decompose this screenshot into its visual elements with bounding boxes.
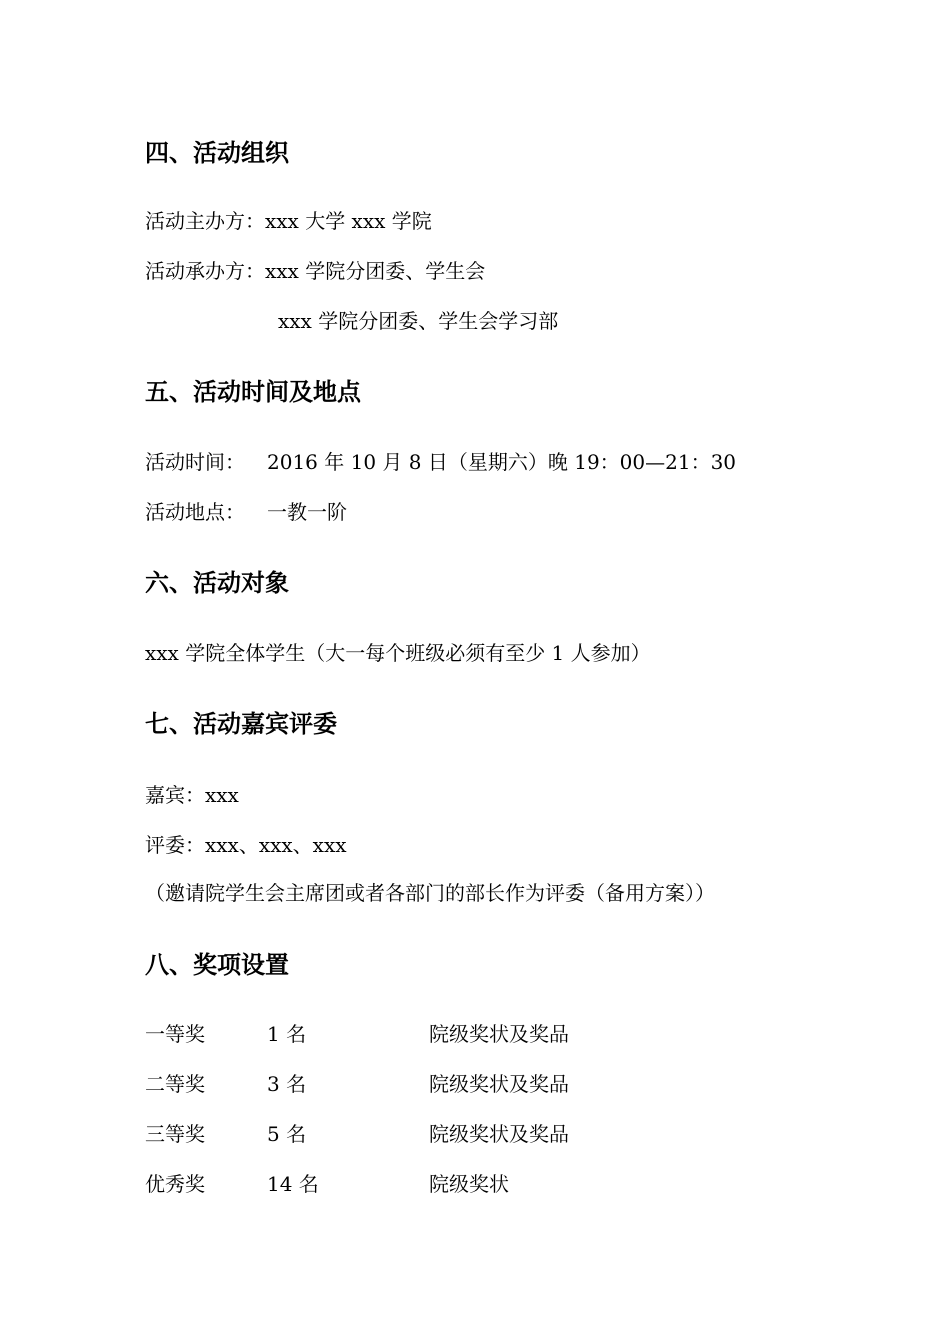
award-prize: 院级奖状及奖品: [429, 1122, 569, 1146]
host-label: 活动主办方：: [145, 209, 265, 233]
award-row: [145, 1171, 665, 1197]
organizer-value-second: xxx 学院分团委、学生会学习部: [278, 309, 559, 333]
time-label: 活动时间：: [145, 450, 245, 474]
organizer-label: 活动承办方：: [145, 259, 265, 283]
award-prize: 院级奖状: [429, 1172, 509, 1196]
award-count: 5 名: [267, 1122, 307, 1146]
section-heading-time-place: 五、活动时间及地点: [145, 378, 361, 406]
place-value: 一教一阶: [267, 500, 347, 524]
award-count: 3 名: [267, 1072, 307, 1096]
award-count: 14 名: [267, 1172, 319, 1196]
time-value: 2016 年 10 月 8 日（星期六）晚 19：00—21：30: [267, 450, 737, 474]
award-name: 一等奖: [145, 1022, 205, 1046]
award-row: [145, 1071, 665, 1097]
award-name: 三等奖: [145, 1122, 205, 1146]
place-line: [145, 499, 347, 525]
guest-line: 嘉宾：xxx: [145, 783, 239, 807]
time-line: [145, 449, 736, 475]
award-row: [145, 1021, 665, 1047]
organizer-value: xxx 学院分团委、学生会: [265, 259, 486, 283]
section-heading-organization: 四、活动组织: [145, 139, 289, 167]
award-prize: 院级奖状及奖品: [429, 1072, 569, 1096]
section-heading-audience: 六、活动对象: [145, 569, 289, 597]
section-heading-guests: 七、活动嘉宾评委: [145, 710, 337, 738]
award-name: 优秀奖: [145, 1172, 205, 1196]
section-heading-awards: 八、奖项设置: [145, 951, 289, 979]
judge-line: 评委：xxx、xxx、xxx: [145, 833, 347, 857]
award-count: 1 名: [267, 1022, 307, 1046]
host-value: xxx 大学 xxx 学院: [265, 209, 432, 233]
host-line: [145, 208, 432, 234]
place-label: 活动地点：: [145, 500, 245, 524]
audience-text: xxx 学院全体学生（大一每个班级必须有至少 1 人参加）: [145, 641, 651, 665]
organizer-line: [145, 258, 485, 284]
judge-note: （邀请院学生会主席团或者各部门的部长作为评委（备用方案））: [145, 881, 715, 905]
award-row: [145, 1121, 665, 1147]
award-prize: 院级奖状及奖品: [429, 1022, 569, 1046]
award-name: 二等奖: [145, 1072, 205, 1096]
